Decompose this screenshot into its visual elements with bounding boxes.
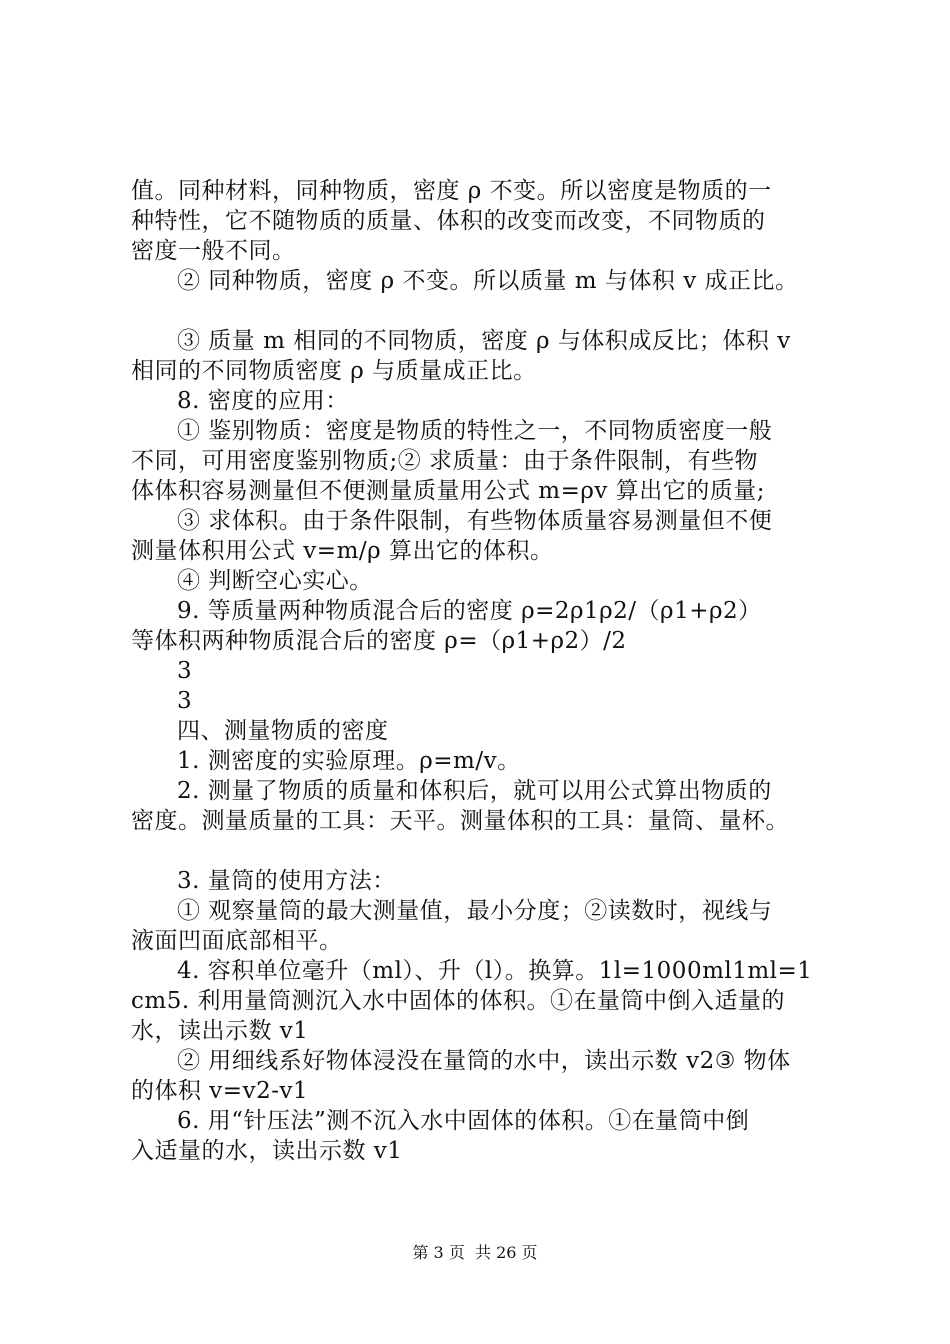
text-line: ③ 求体积。由于条件限制，有些物体质量容易测量但不便 <box>177 508 773 534</box>
text-line: 密度。测量质量的工具：天平。测量体积的工具：量筒、量杯。 <box>131 808 789 834</box>
text-line: 3 <box>177 688 193 714</box>
text-line: cm5. 利用量筒测沉入水中固体的体积。①在量筒中倒入适量的 <box>131 988 785 1014</box>
blank-line <box>131 836 843 866</box>
text-line: 液面凹面底部相平。 <box>131 928 343 954</box>
text-line: 密度一般不同。 <box>131 238 296 264</box>
text-line: 3 <box>177 658 193 684</box>
text-line: 测量体积用公式 v=m/ρ 算出它的体积。 <box>131 538 554 564</box>
text-line: 3. 量筒的使用方法： <box>177 868 396 894</box>
body-text <box>131 176 843 1166</box>
text-line: ③ 质量 m 相同的不同物质，密度 ρ 与体积成反比；体积 v <box>177 328 791 354</box>
text-line: 值。同种材料，同种物质，密度 ρ 不变。所以密度是物质的一 <box>131 178 772 204</box>
text-line: 相同的不同物质密度 ρ 与质量成正比。 <box>131 358 537 384</box>
text-line: 水，读出示数 v1 <box>131 1018 309 1044</box>
text-line: 入适量的水，读出示数 v1 <box>131 1138 403 1164</box>
text-line: 的体积 v=v2-v1 <box>131 1078 309 1104</box>
section-heading: 四、测量物质的密度 <box>177 718 389 744</box>
text-line: ② 用细线系好物体浸没在量筒的水中，读出示数 v2③ 物体 <box>177 1048 791 1074</box>
text-line: 体体积容易测量但不便测量质量用公式 m=ρv 算出它的质量; <box>131 478 765 504</box>
text-line: 等体积两种物质混合后的密度 ρ=（ρ1+ρ2）/2 <box>131 628 627 654</box>
text-line: 2. 测量了物质的质量和体积后，就可以用公式算出物质的 <box>177 778 772 804</box>
page-footer: 第 3 页 共 26 页 <box>412 1243 538 1262</box>
text-line: 4. 容积单位毫升（ml）、升（l）。换算。1l=1000ml1ml=1 <box>177 958 813 984</box>
text-line: ① 观察量筒的最大测量值，最小分度；②读数时，视线与 <box>177 898 773 924</box>
text-line: ② 同种物质，密度 ρ 不变。所以质量 m 与体积 v 成正比。 <box>177 268 799 294</box>
text-line: ① 鉴别物质：密度是物质的特性之一，不同物质密度一般 <box>177 418 773 444</box>
blank-line <box>131 296 843 326</box>
text-line: 1. 测密度的实验原理。ρ=m/v。 <box>177 748 521 774</box>
text-line: ④ 判断空心实心。 <box>177 568 373 594</box>
text-line: 6. 用“针压法”测不沉入水中固体的体积。①在量筒中倒 <box>177 1108 750 1134</box>
text-line: 8. 密度的应用： <box>177 388 349 414</box>
text-line: 种特性，它不随物质的质量、体积的改变而改变，不同物质的 <box>131 208 766 234</box>
text-line: 9. 等质量两种物质混合后的密度 ρ=2ρ1ρ2/（ρ1+ρ2） <box>177 598 762 624</box>
text-line: 不同，可用密度鉴别物质;② 求质量：由于条件限制，有些物 <box>131 448 759 474</box>
